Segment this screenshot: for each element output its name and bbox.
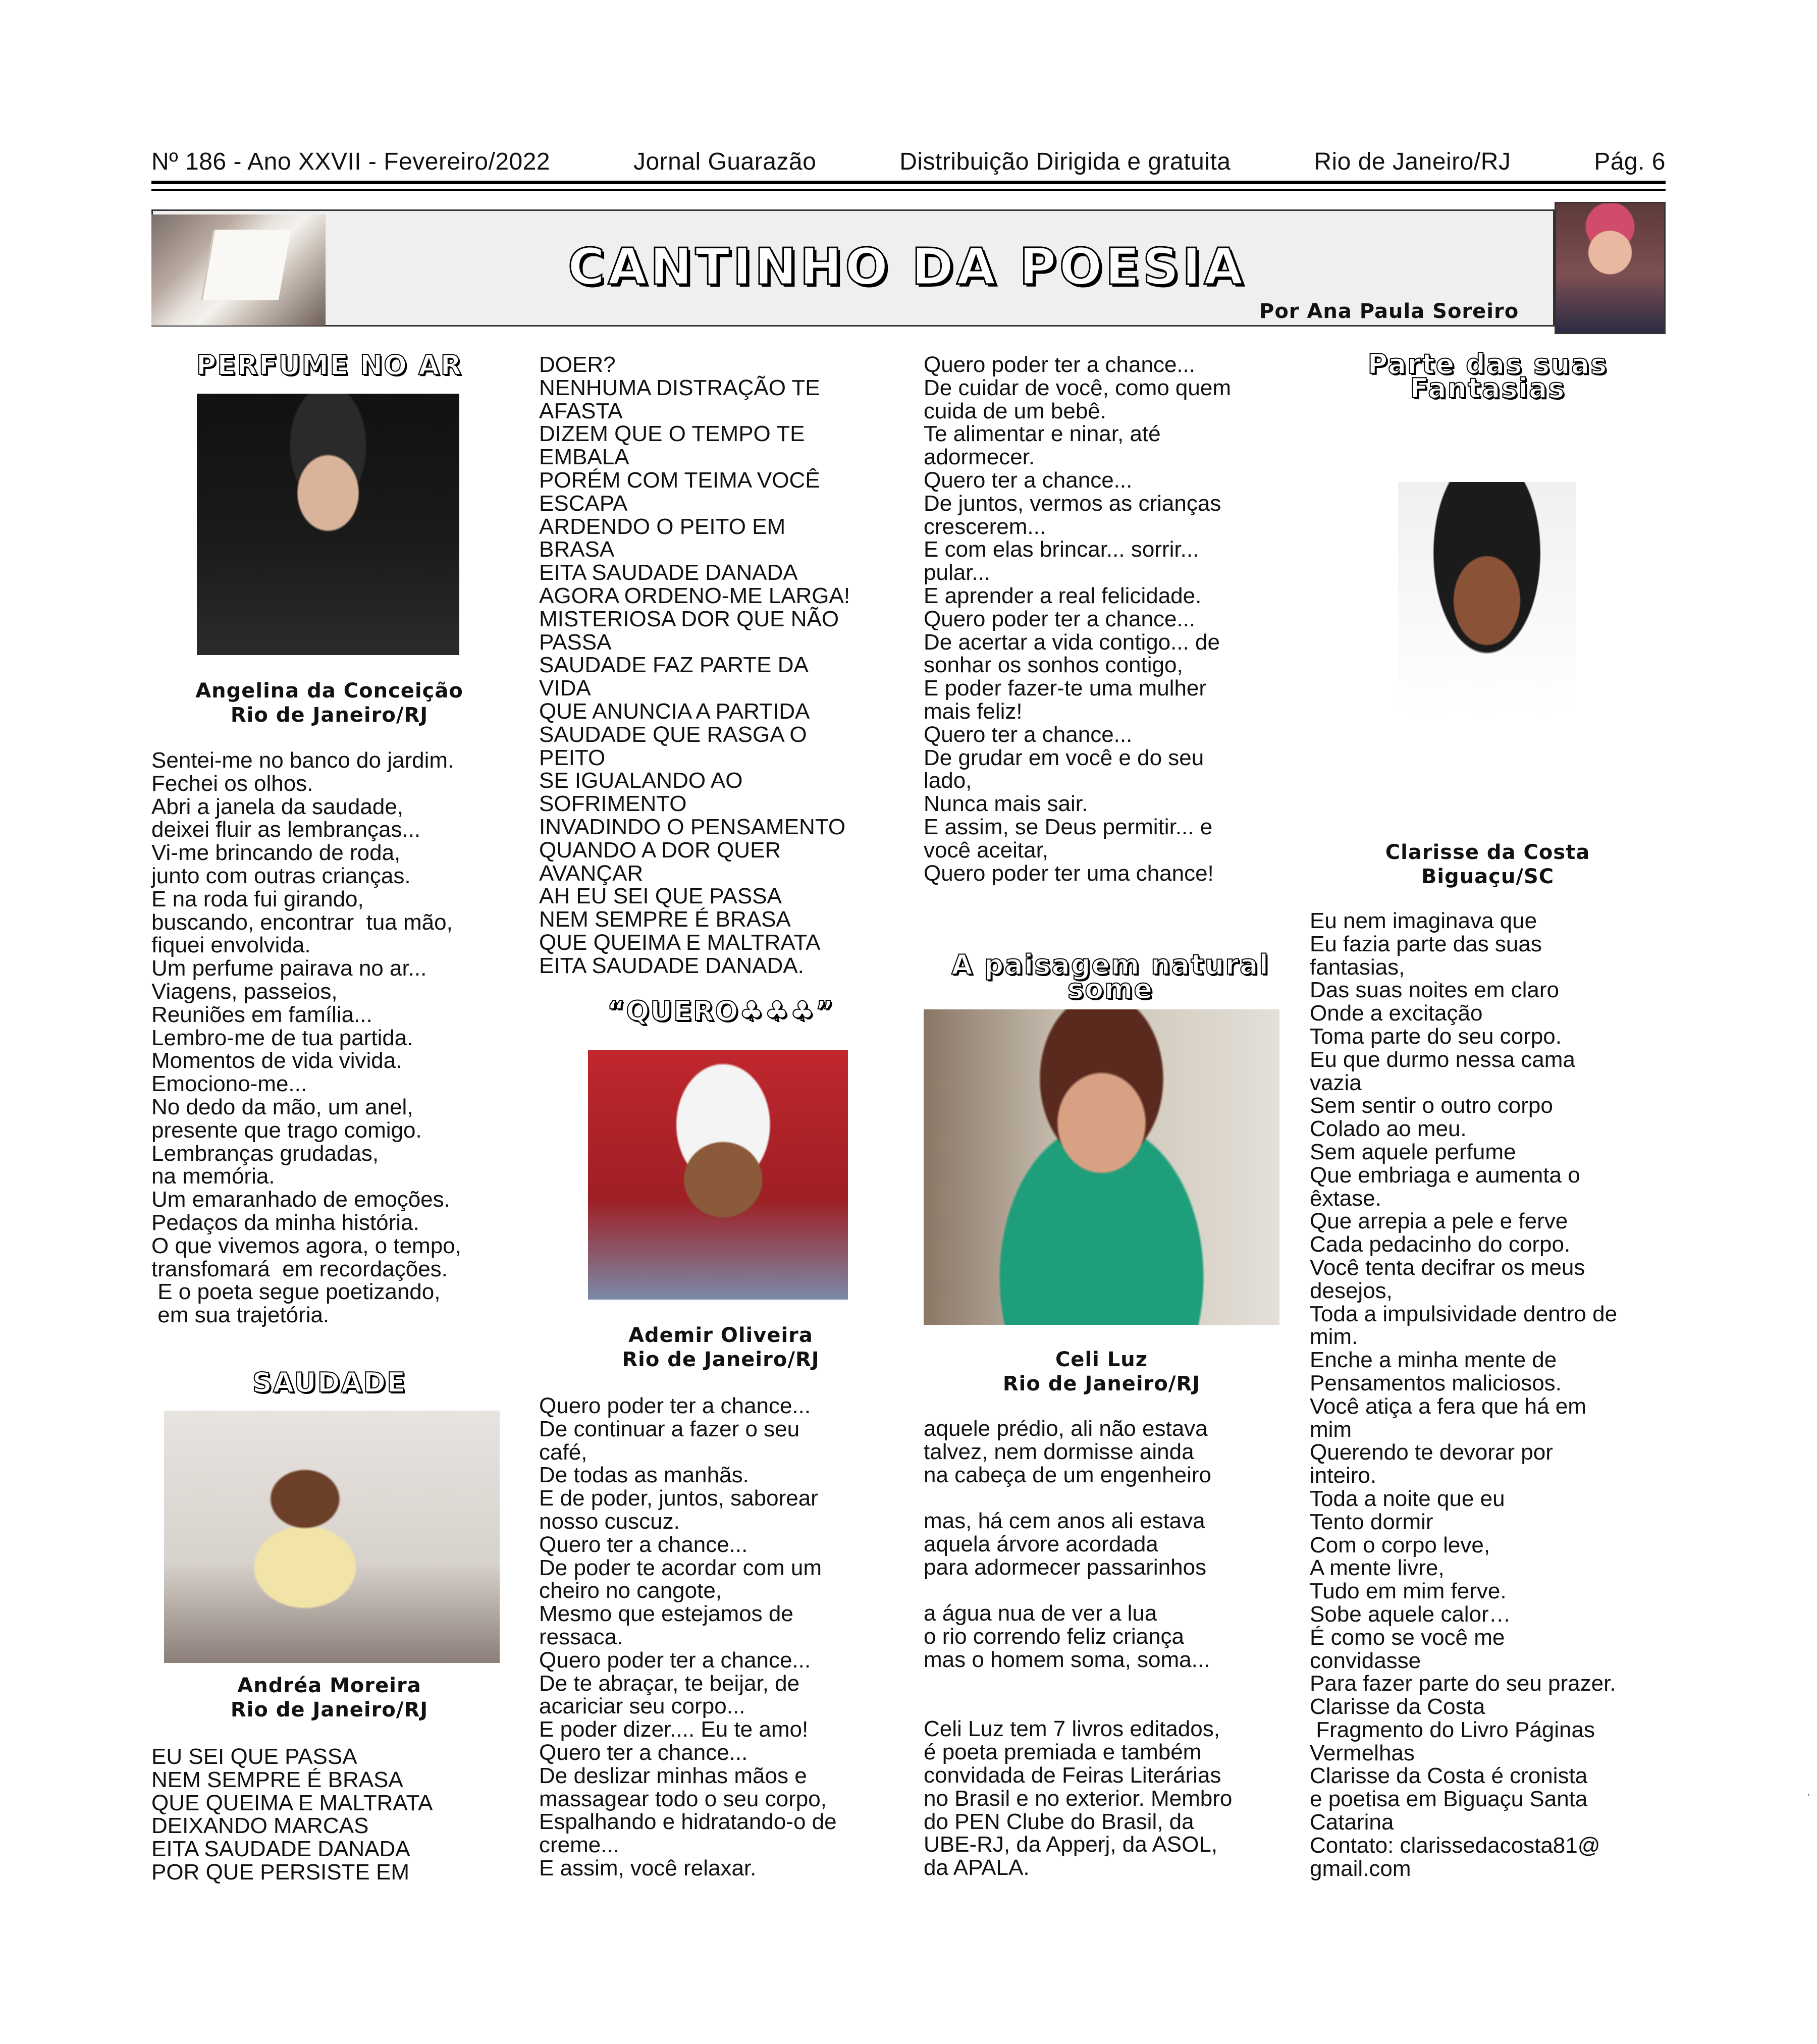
issue-info: Nº 186 - Ano XXVII - Fevereiro/2022	[151, 148, 551, 175]
poem-quero-part2: Quero poder ter a chance... De cuidar de você, como quem cuida de um bebê. Te alimentar e ninar, até adormecer. Quero ter a chance... De juntos, vermos as crianças crescerem... E com elas brincar... sorrir... pular... E aprender a real felicidade. Quero poder ter a chance... De acertar a vida contigo... de sonhar os sonhos contigo, E poder fazer-te uma mulher mais feliz! Quero ter a chance... De grudar em você e do seu lado, Nunca mais sair. E assim, se Deus permitir... e você aceitar, Quero poder ter uma chance!	[924, 352, 1231, 886]
poem-title-paisagem: A paisagem natural some	[951, 949, 1269, 1005]
section-byline: Por Ana Paula Soreiro	[1259, 300, 1519, 323]
columnist-photo	[1555, 202, 1666, 334]
poem-title-saudade: SAUDADE	[252, 1367, 407, 1398]
poem-fantasias-and-bio: Eu nem imaginava que Eu fazia parte das suas fantasias, Das suas noites em claro Onde a excitação Toma parte do seu corpo. Eu que durmo nessa cama vazia Sem sentir o outro corpo Colado ao meu. Sem aquele perfume Que embriaga e aumenta o êxtase. Que arrepia a pele e ferve Cada pedacinho do corpo. Você tenta decifrar os meus desejos, Toda a impulsividade dentro de mim. Enche a minha mente de Pensamentos maliciosos. Você atiça a fera que há em mim Querendo te devorar por inteiro. Toda a noite que eu Tento dormir Com o corpo leve, A mente livre, Tudo em mim ferve. Sobe aquele calor… É como se você me convidasse Para fazer parte do seu prazer. Clarisse da Costa Fragmento do Livro Páginas Vermelhas Clarisse da Costa é cronista e poetisa em Biguaçu Santa Catarina Contato: clarissedacosta81@ gmail.com	[1310, 908, 1618, 1881]
portrait-clarisse	[1398, 482, 1576, 719]
poem-title-fantasias: Parte das suas Fantasias	[1367, 348, 1608, 404]
portrait-andrea	[164, 1411, 500, 1663]
newspaper-name: Jornal Guarazão	[633, 148, 817, 175]
poem-saudade-continued: DOER? NENHUMA DISTRAÇÃO TE AFASTA DIZEM QUE O TEMPO TE EMBALA PORÉM COM TEIMA VOCÊ ESCAPA ARDENDO O PEITO EM BRASA EITA SAUDADE DANADA AGORA ORDENO-ME LARGA! MISTERIOSA DOR QUE NÃO PASSA SAUDADE FAZ PARTE DA VIDA QUE ANUNCIA A PARTIDA SAUDADE QUE RASGA O PEITO SE IGUALANDO AO SOFRIMENTO INVADINDO O PENSAMENTO QUANDO A DOR QUER AVANÇAR AH EU SEI QUE PASSA NEM SEMPRE É BRASA QUE QUEIMA E MALTRATA EITA SAUDADE DANADA.	[539, 352, 850, 978]
poem-perfume-no-ar: Sentei-me no banco do jardim. Fechei os olhos. Abri a janela da saudade, deixei fluir as lembranças... Vi-me brincando de roda, junto com outras crianças. E na roda fui girando, buscando, encontrar tua mão, fiquei envolvida. Um perfume pairava no ar... Viagens, passeios, Reuniões em família... Lembro-me de tua partida. Momentos de vida vivida. Emociono-me... No dedo da mão, um anel, presente que trago comigo. Lembranças grudadas, na memória. Um emaranhado de emoções. Pedaços da minha história. O que vivemos agora, o tempo, transfomará em recordações. E o poeta segue poetizando, em sua trajetória.	[151, 748, 461, 1328]
page-number: Pág. 6	[1594, 148, 1666, 175]
header-rule-thick	[151, 181, 1666, 184]
poem-paisagem-and-bio: aquele prédio, ali não estava talvez, nem dormisse ainda na cabeça de um engenheiro mas, há cem anos ali estava aquela árvore acordada para adormecer passarinhos a água nua de ver a lua o rio correndo feliz criança mas o homem soma, soma... Celi Luz tem 7 livros editados, é poeta premiada e também convidada de Feiras Literárias no Brasil e no exterior. Membro do PEN Clube do Brasil, da UBE-RJ, da Apperj, da ASOL, da APALA.	[924, 1416, 1233, 1880]
poem-title-perfume: PERFUME NO AR	[196, 349, 463, 381]
author-andrea: Andréa Moreira Rio de Janeiro/RJ	[230, 1674, 429, 1722]
open-book-photo	[151, 214, 326, 326]
header-rule-thin	[151, 189, 1666, 191]
running-header	[151, 146, 1666, 177]
section-title: CANTINHO DA POESIA	[568, 237, 1246, 296]
author-clarisse: Clarisse da Costa Biguaçu/SC	[1385, 841, 1590, 888]
poem-quero-part1: Quero poder ter a chance... De continuar a fazer o seu café, De todas as manhãs. E de poder, juntos, saborear nosso cuscuz. Quero ter a chance... De poder te acordar com um cheiro no cangote, Mesmo que estejamos de ressaca. Quero poder ter a chance... De te abraçar, te beijar, de acariciar seu corpo... E poder dizer.... Eu te amo! Quero ter a chance... De deslizar minhas mãos e massagear todo o seu corpo, Espalhando e hidratando-o de creme... E assim, você relaxar.	[539, 1393, 837, 1880]
author-ademir: Ademir Oliveira Rio de Janeiro/RJ	[622, 1324, 820, 1371]
city-info: Rio de Janeiro/RJ	[1314, 148, 1511, 175]
portrait-ademir	[588, 1050, 848, 1300]
poem-saudade-start: EU SEI QUE PASSA NEM SEMPRE É BRASA QUE QUEIMA E MALTRATA DEIXANDO MARCAS EITA SAUDADE DANADA POR QUE PERSISTE EM	[151, 1744, 433, 1885]
poem-title-quero: “QUERO♣♣♣”	[607, 995, 835, 1027]
column-1	[151, 349, 507, 381]
portrait-celi	[924, 1009, 1279, 1325]
edge-mark: ·	[1807, 1789, 1810, 1800]
distribution-info: Distribuição Dirigida e gratuita	[899, 148, 1231, 175]
author-celi: Celi Luz Rio de Janeiro/RJ	[1002, 1348, 1201, 1395]
portrait-angelina	[197, 394, 459, 655]
author-angelina: Angelina da Conceição Rio de Janeiro/RJ	[195, 679, 463, 727]
